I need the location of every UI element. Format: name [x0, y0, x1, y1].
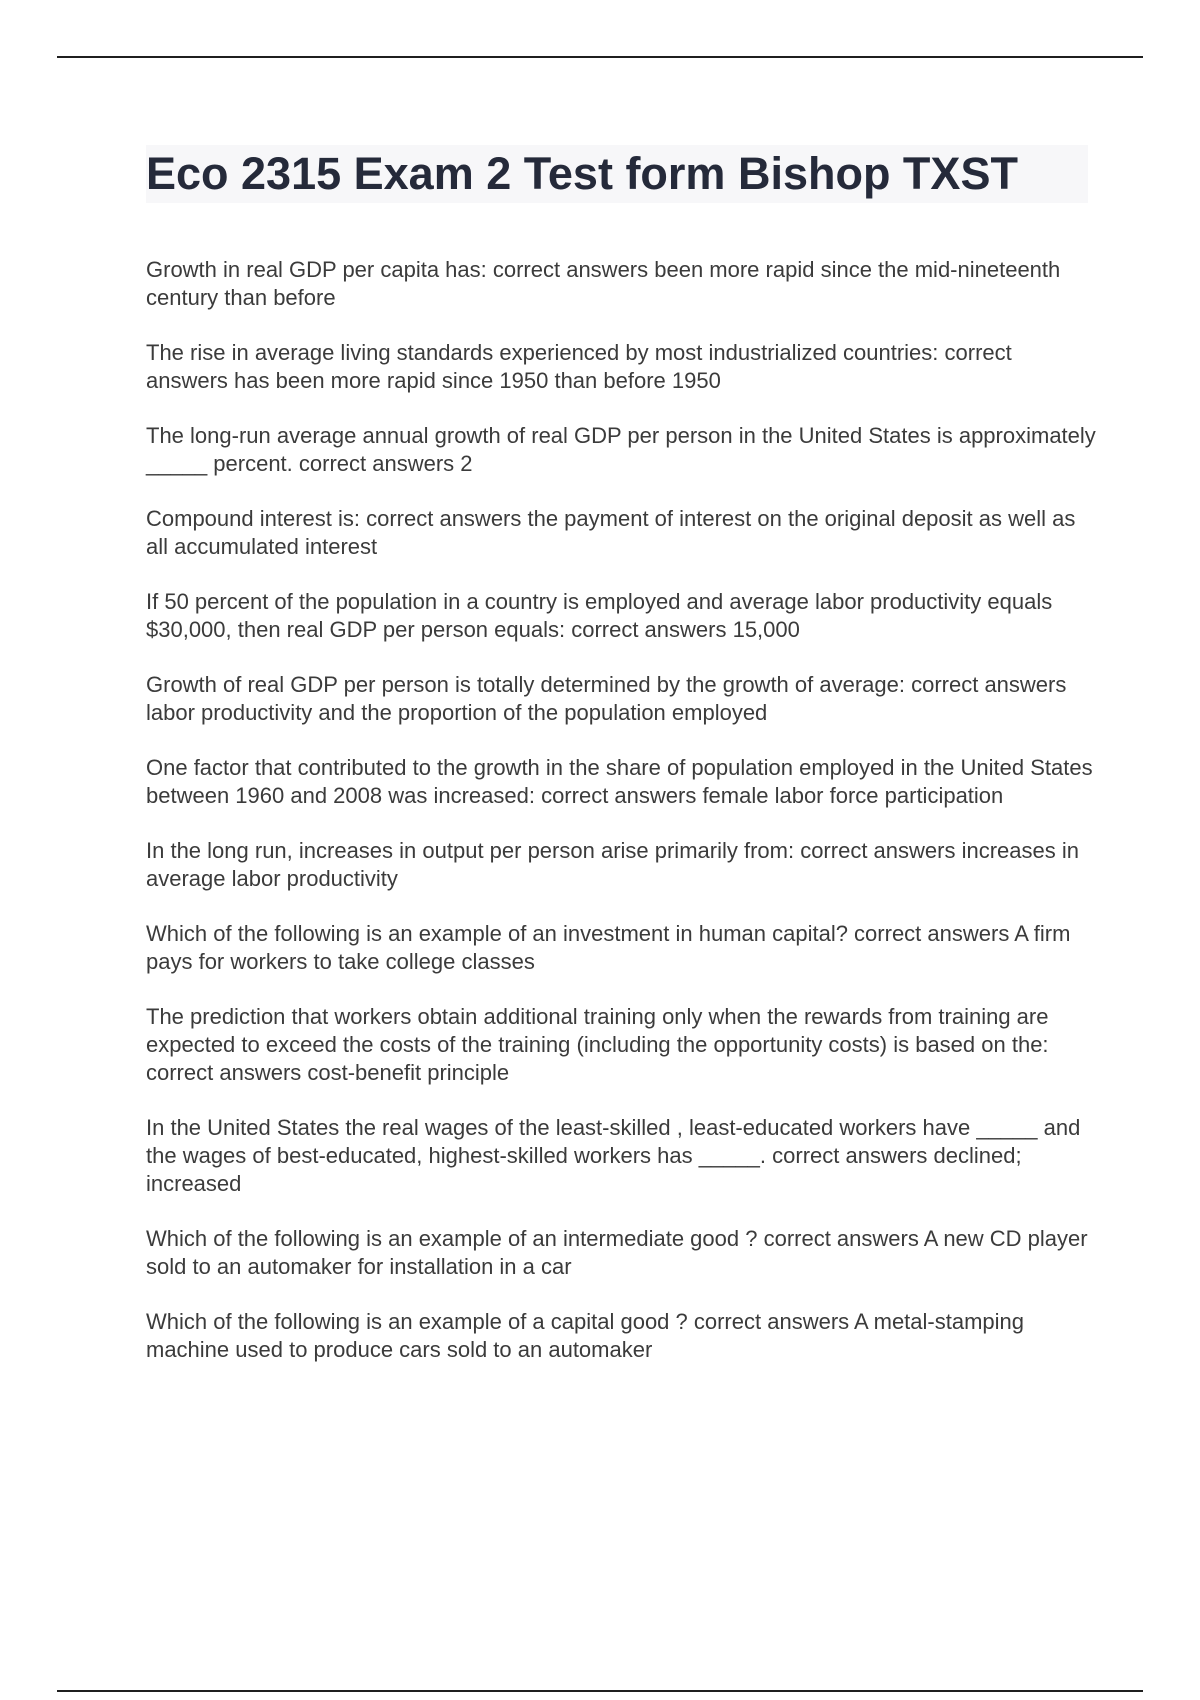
qa-item: The rise in average living standards experienced by most industrialized countries: correct answers has been more rapid since 1950 than before 1950 [146, 340, 1012, 393]
qa-item: Which of the following is an example of an investment in human capital? correct answers A firm pays for workers to take college classes [146, 921, 1071, 974]
qa-item: In the United States the real wages of the least-skilled , least-educated workers have _____ and the wages of best-educated, highest-skilled workers has _____. correct answers declined; increased [146, 1115, 1081, 1196]
qa-item: Growth in real GDP per capita has: correct answers been more rapid since the mid-nineteenth century than before [146, 257, 1061, 310]
bottom-divider [57, 1690, 1143, 1692]
page-title: Eco 2315 Exam 2 Test form Bishop TXST [146, 148, 1018, 199]
title-banner [146, 145, 1088, 203]
qa-item: The long-run average annual growth of real GDP per person in the United States is approximately _____ percent. correct answers 2 [146, 423, 1096, 476]
qa-item: Growth of real GDP per person is totally determined by the growth of average: correct answers labor productivity and the proportion of the population employed [146, 672, 1067, 725]
qa-item: The prediction that workers obtain additional training only when the rewards from training are expected to exceed the costs of the training (including the opportunity costs) is based on the: correct answers cost-benefit principle [146, 1004, 1049, 1085]
qa-item: Which of the following is an example of an intermediate good ? correct answers A new CD player sold to an automaker for installation in a car [146, 1226, 1088, 1279]
question-answer-list [146, 256, 1096, 1391]
qa-item: In the long run, increases in output per person arise primarily from: correct answers increases in average labor productivity [146, 838, 1079, 891]
qa-item: One factor that contributed to the growth in the share of population employed in the United States between 1960 and 2008 was increased: correct answers female labor force participation [146, 755, 1093, 808]
qa-item: If 50 percent of the population in a country is employed and average labor productivity equals $30,000, then real GDP per person equals: correct answers 15,000 [146, 589, 1053, 642]
qa-item: Which of the following is an example of a capital good ? correct answers A metal-stamping machine used to produce cars sold to an automaker [146, 1309, 1025, 1362]
qa-item: Compound interest is: correct answers the payment of interest on the original deposit as well as all accumulated interest [146, 506, 1076, 559]
top-divider [57, 56, 1143, 58]
